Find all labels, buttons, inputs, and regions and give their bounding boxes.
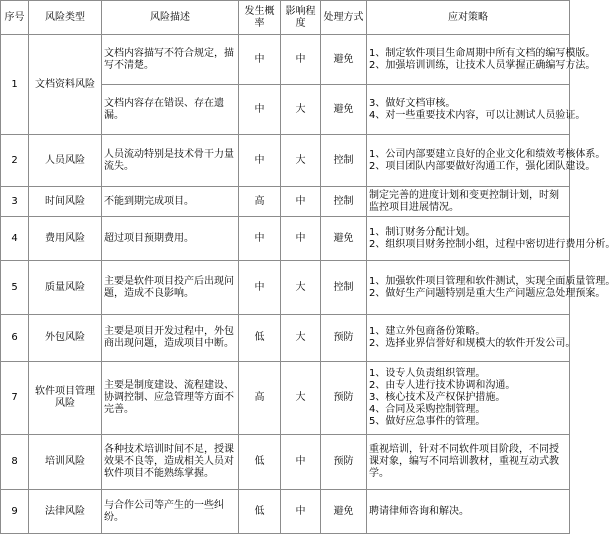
header-strategy: 应对策略 [367,1,570,35]
strategy-line: 3、做好文档审核。 [369,97,456,109]
cell-desc: 文档内容存在错误、存在遗漏。 [102,85,239,135]
strategy-line: 2、项目团队内部要做好沟通工作，强化团队建设。 [369,160,596,172]
cell-type: 法律风险 [29,490,102,534]
cell-type: 外包风险 [29,315,102,362]
cell-impact: 中 [281,490,321,534]
cell-desc: 各种技术培训时间不足，授课效果不良等，造成相关人员对软件项目不能熟练掌握。 [102,435,239,490]
cell-type: 时间风险 [29,187,102,217]
cell-type: 培训风险 [29,435,102,490]
cell-method: 避免 [321,217,367,261]
strategy-line: 2、加强培训训练，让技术人员掌握正确编写方法。 [369,59,596,71]
strategy-line: 4、合同及采购控制管理。 [369,404,486,415]
cell-prob: 高 [239,362,281,435]
cell-method: 控制 [321,135,367,187]
cell-strategy: 制定完善的进度计划和变更控制计划，时刻监控项目进展情况。 [367,187,570,217]
table-row [1,435,570,490]
cell-no: 6 [1,315,29,362]
cell-impact: 大 [281,362,321,435]
table-row [1,217,570,261]
cell-desc: 超过项目预期费用。 [102,217,239,261]
header-prob: 发生概率 [239,1,281,35]
cell-prob: 中 [239,217,281,261]
cell-no: 8 [1,435,29,490]
cell-desc: 主要是制度建设、流程建设、协调控制、应急管理等方面不完善。 [102,362,239,435]
cell-type: 费用风险 [29,217,102,261]
cell-prob: 低 [239,490,281,534]
header-desc: 风险描述 [102,1,239,35]
table-row [1,490,570,534]
cell-type: 文档资料风险 [29,35,102,135]
cell-prob: 中 [239,85,281,135]
cell-desc: 主要是项目开发过程中，外包商出现问题，造成项目中断。 [102,315,239,362]
header-method: 处理方式 [321,1,367,35]
cell-desc: 主要是软件项目投产后出现问题，造成不良影响。 [102,261,239,315]
strategy-line: 3、核心技术及产权保护措施。 [369,392,506,403]
strategy-line: 2、组织项目财务控制小组，过程中密切进行费用分析。 [369,238,615,250]
cell-impact: 大 [281,261,321,315]
strategy-line: 4、对一些重要技术内容，可以让测试人员验证。 [369,109,586,121]
cell-prob: 中 [239,135,281,187]
cell-method: 预防 [321,315,367,362]
cell-no: 7 [1,362,29,435]
table-row [1,362,570,435]
cell-strategy [367,362,570,435]
header-no: 序号 [1,1,29,35]
header-impact: 影响程度 [281,1,321,35]
cell-method: 避免 [321,35,367,85]
strategy-line: 1、制定软件项目生命周期中所有文档的编写模版。 [369,47,596,59]
cell-method: 预防 [321,435,367,490]
cell-strategy [367,261,615,315]
table-row [1,35,570,85]
cell-impact: 中 [281,217,321,261]
cell-type: 质量风险 [29,261,102,315]
cell-desc: 不能到期完成项目。 [102,187,239,217]
header-row [1,1,570,35]
cell-impact: 中 [281,187,321,217]
strategy-line: 1、设专人负责组织管理。 [369,368,486,379]
cell-method: 控制 [321,187,367,217]
strategy-line: 2、做好生产问题特别是重大生产问题应急处理预案。 [369,287,606,299]
table-row [1,187,570,217]
strategy-line: 1、公司内部要建立良好的企业文化和绩效考核体系。 [369,148,606,160]
strategy-line: 1、制订财务分配计划。 [369,226,476,238]
cell-no: 3 [1,187,29,217]
table-row [1,135,570,187]
cell-impact: 大 [281,135,321,187]
strategy-line: 1、加强软件项目管理和软件测试，实现全面质量管理。 [369,275,615,287]
strategy-line: 2、由专人进行技术协调和沟通。 [369,380,516,391]
cell-prob: 中 [239,35,281,85]
cell-prob: 高 [239,187,281,217]
cell-method: 避免 [321,490,367,534]
cell-impact: 大 [281,85,321,135]
cell-impact: 大 [281,315,321,362]
cell-strategy [367,217,615,261]
cell-no: 5 [1,261,29,315]
table-row [1,261,570,315]
cell-desc: 与合作公司等产生的一些纠纷。 [102,490,239,534]
strategy-line: 1、建立外包商备份策略。 [369,326,486,337]
cell-strategy [367,315,576,362]
strategy-line: 5、做好应急事件的管理。 [369,416,486,427]
cell-method: 控制 [321,261,367,315]
cell-strategy: 重视培训，针对不同软件项目阶段，不同授课对象，编写不同培训教材，重视互动式教学。 [367,435,570,490]
strategy-line: 2、选择业界信誉好和规模大的软件开发公司。 [369,338,576,349]
cell-strategy [367,85,586,135]
cell-desc: 人员流动特别是技术骨干力量流失。 [102,135,239,187]
cell-no: 4 [1,217,29,261]
cell-type: 软件项目管理风险 [29,362,102,435]
cell-strategy [367,135,606,187]
table-row [1,315,570,362]
cell-prob: 低 [239,315,281,362]
cell-method: 预防 [321,362,367,435]
cell-no: 1 [1,35,29,135]
cell-method: 避免 [321,85,367,135]
cell-desc: 文档内容描写不符合规定，描写不清楚。 [102,35,239,85]
cell-impact: 中 [281,435,321,490]
cell-type: 人员风险 [29,135,102,187]
cell-strategy: 聘请律师咨询和解决。 [367,490,570,534]
cell-impact: 中 [281,35,321,85]
cell-prob: 中 [239,261,281,315]
cell-no: 2 [1,135,29,187]
cell-prob: 低 [239,435,281,490]
header-type: 风险类型 [29,1,102,35]
cell-no: 9 [1,490,29,534]
cell-strategy [367,35,596,85]
